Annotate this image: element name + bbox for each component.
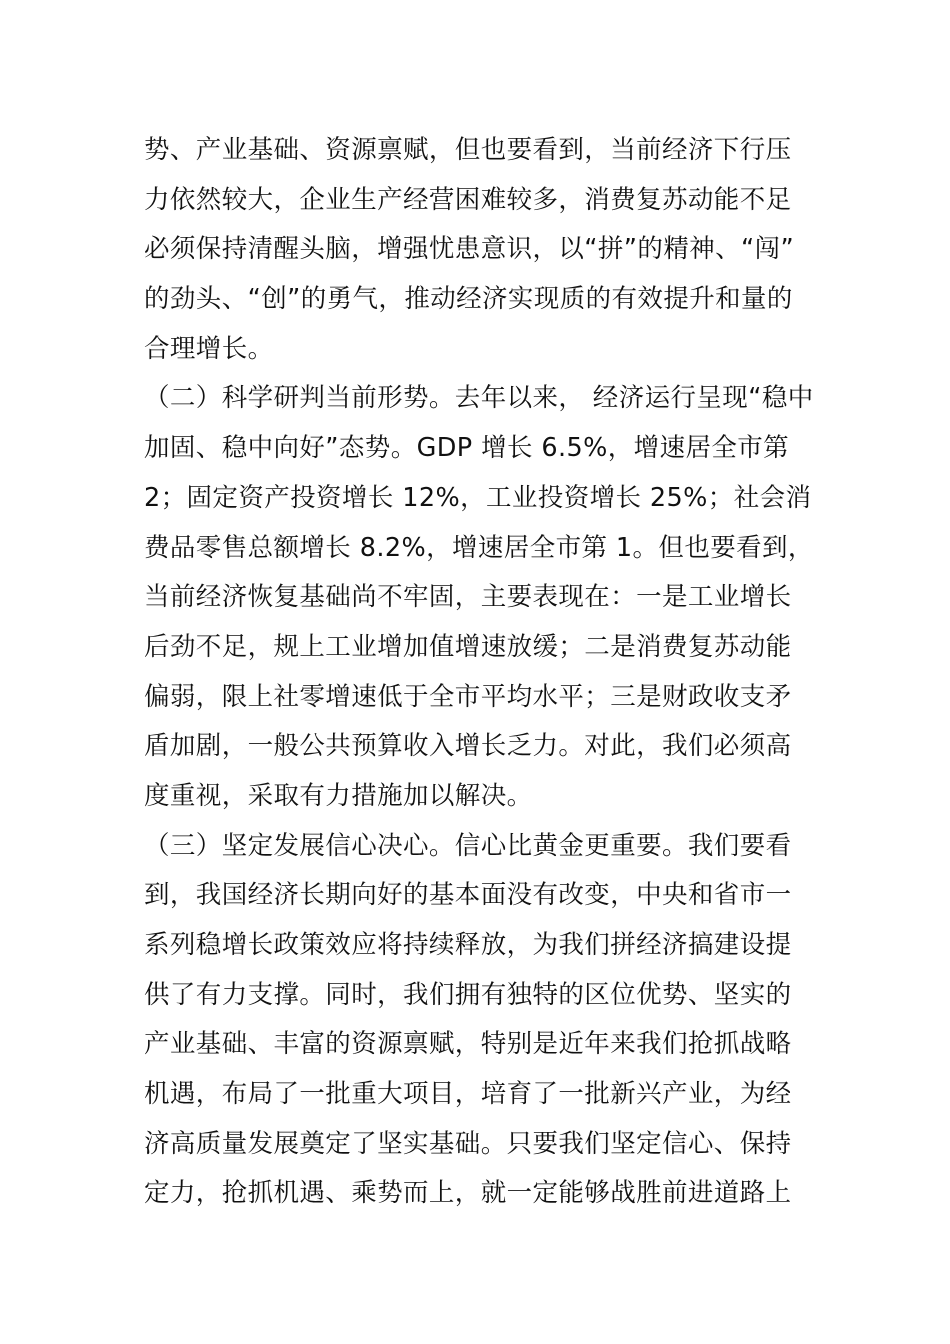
section-heading-line: （三）坚定发展信心决心。信心比黄金更重要。我们要看 (144, 830, 792, 861)
text-line: 合理增长。 (144, 333, 274, 364)
text-line: 机遇，布局了一批重大项目，培育了一批新兴产业，为经 (144, 1079, 792, 1110)
text-line: 度重视，采取有力措施加以解决。 (144, 780, 533, 811)
text-line: 定力，抢抓机遇、乘势而上，就一定能够战胜前进道路上 (144, 1178, 792, 1209)
text-line: 的劲头、“创”的勇气，推动经济实现质的有效提升和量的 (144, 284, 793, 315)
text-line: 当前经济恢复基础尚不牢固，主要表现在：一是工业增长 (144, 582, 792, 613)
text-line: 供了有力支撑。同时，我们拥有独特的区位优势、坚实的 (144, 979, 792, 1010)
text-line: 必须保持清醒头脑，增强忧患意识，以“拼”的精神、“闯” (144, 234, 795, 265)
text-line: 系列稳增长政策效应将持续释放，为我们拼经济搞建设提 (144, 930, 792, 960)
section-heading-line: （二）科学研判当前形势。去年以来， 经济运行呈现“稳中 (144, 383, 814, 414)
text-line: 产业基础、丰富的资源禀赋，特别是近年来我们抢抓战略 (144, 1029, 792, 1060)
text-line: 偏弱，限上社零增速低于全市平均水平；三是财政收支矛 (144, 681, 792, 712)
text-line: 到，我国经济长期向好的基本面没有改变，中央和省市一 (144, 880, 792, 911)
text-line: 盾加剧，一般公共预算收入增长乏力。对此，我们必须高 (144, 731, 792, 762)
text-line: 2；固定资产投资增长 12%，工业投资增长 25%；社会消 (144, 482, 812, 513)
text-line: 后劲不足，规上工业增加值增速放缓；二是消费复苏动能 (144, 631, 792, 662)
text-line: 济高质量发展奠定了坚实基础。只要我们坚定信心、保持 (144, 1128, 792, 1159)
text-line: 势、产业基础、资源禀赋，但也要看到，当前经济下行压 (144, 135, 792, 165)
text-line: 力依然较大，企业生产经营困难较多，消费复苏动能不足 (144, 184, 792, 215)
text-line: 费品零售总额增长 8.2%，增速居全市第 1。但也要看到， (144, 532, 814, 563)
body-text (144, 126, 824, 1219)
text-line: 加固、稳中向好”态势。GDP 增长 6.5%，增速居全市第 (144, 433, 790, 464)
